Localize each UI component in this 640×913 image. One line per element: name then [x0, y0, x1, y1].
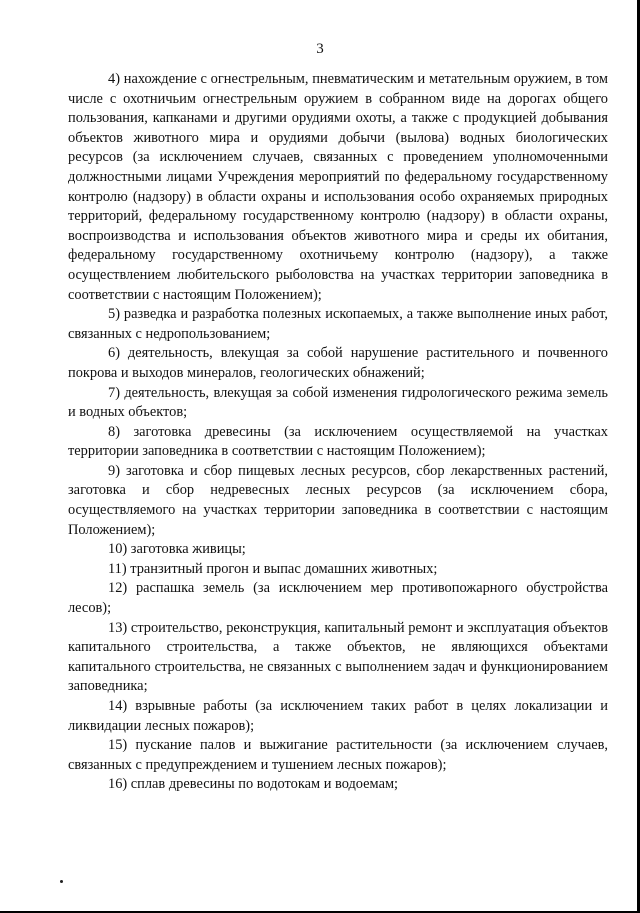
paragraph-item-13: 13) строительство, реконструкция, капитальный ремонт и эксплуатация объектов капитального строительства, а также объектов, не являющихся объектами капитального строительства, не связанных с выполнением задач и функционированием заповедника;: [68, 619, 608, 695]
paragraph-item-10: 10) заготовка живицы;: [108, 541, 246, 558]
paragraph-item-9: 9) заготовка и сбор пищевых лесных ресурсов, сбор лекарственных растений, заготовка и сбор недревесных лесных ресурсов (за исключением сбора, осуществляемого на участках территории заповедника в соответствии с настоящим Положением);: [68, 462, 608, 538]
paragraph-item-5: 5) разведка и разработка полезных ископаемых, а также выполнение иных работ, связанных с недропользованием;: [68, 306, 608, 342]
paragraph-item-4: 4) нахождение с огнестрельным, пневматическим и метательным оружием, в том числе с охотничьим огнестрельным оружием в собранном виде на дорогах общего пользования, капканами и другими орудиями охоты, а также с продукцией добывания объектов животного мира и орудиями добычи (вылова) водных биологических ресурсов (за исключением случаев, связанных с проведением уполномоченными должностными лицами Учреждения мероприятий по федеральному государственному контролю (надзору) в области охраны и использования особо охраняемых природных территорий, федеральному государственному контролю (надзору) в области охраны, воспроизводства и использования объектов животного мира и среды их обитания, федеральному государственному охотничьему контролю (надзору), а также осуществлением любительского рыболовства на участках территории заповедника в соответствии с настоящим Положением);: [68, 71, 608, 303]
paragraph-item-6: 6) деятельность, влекущая за собой нарушение растительного и почвенного покрова и выходов минералов, геологических обнажений;: [68, 345, 608, 381]
scan-speck: [60, 880, 63, 883]
document-body: [68, 70, 608, 795]
page-number: 3: [316, 41, 324, 57]
paragraph-item-12: 12) распашка земель (за исключением мер противопожарного обустройства лесов);: [68, 580, 608, 617]
paragraph-item-8: 8) заготовка древесины (за исключением осуществляемой на участках территории заповедника в соответствии с настоящим Положением);: [68, 423, 608, 460]
paragraph-item-11: 11) транзитный прогон и выпас домашних животных;: [108, 560, 438, 577]
paragraph-item-15: 15) пускание палов и выжигание растительности (за исключением случаев, связанных с предупреждением и тушением лесных пожаров);: [68, 737, 608, 773]
paragraph-item-16: 16) сплав древесины по водотокам и водоемам;: [108, 776, 399, 793]
paragraph-item-7: 7) деятельность, влекущая за собой изменения гидрологического режима земель и водных объектов;: [68, 384, 608, 421]
paragraph-item-14: 14) взрывные работы (за исключением таких работ в целях локализации и ликвидации лесных пожаров);: [68, 698, 608, 734]
